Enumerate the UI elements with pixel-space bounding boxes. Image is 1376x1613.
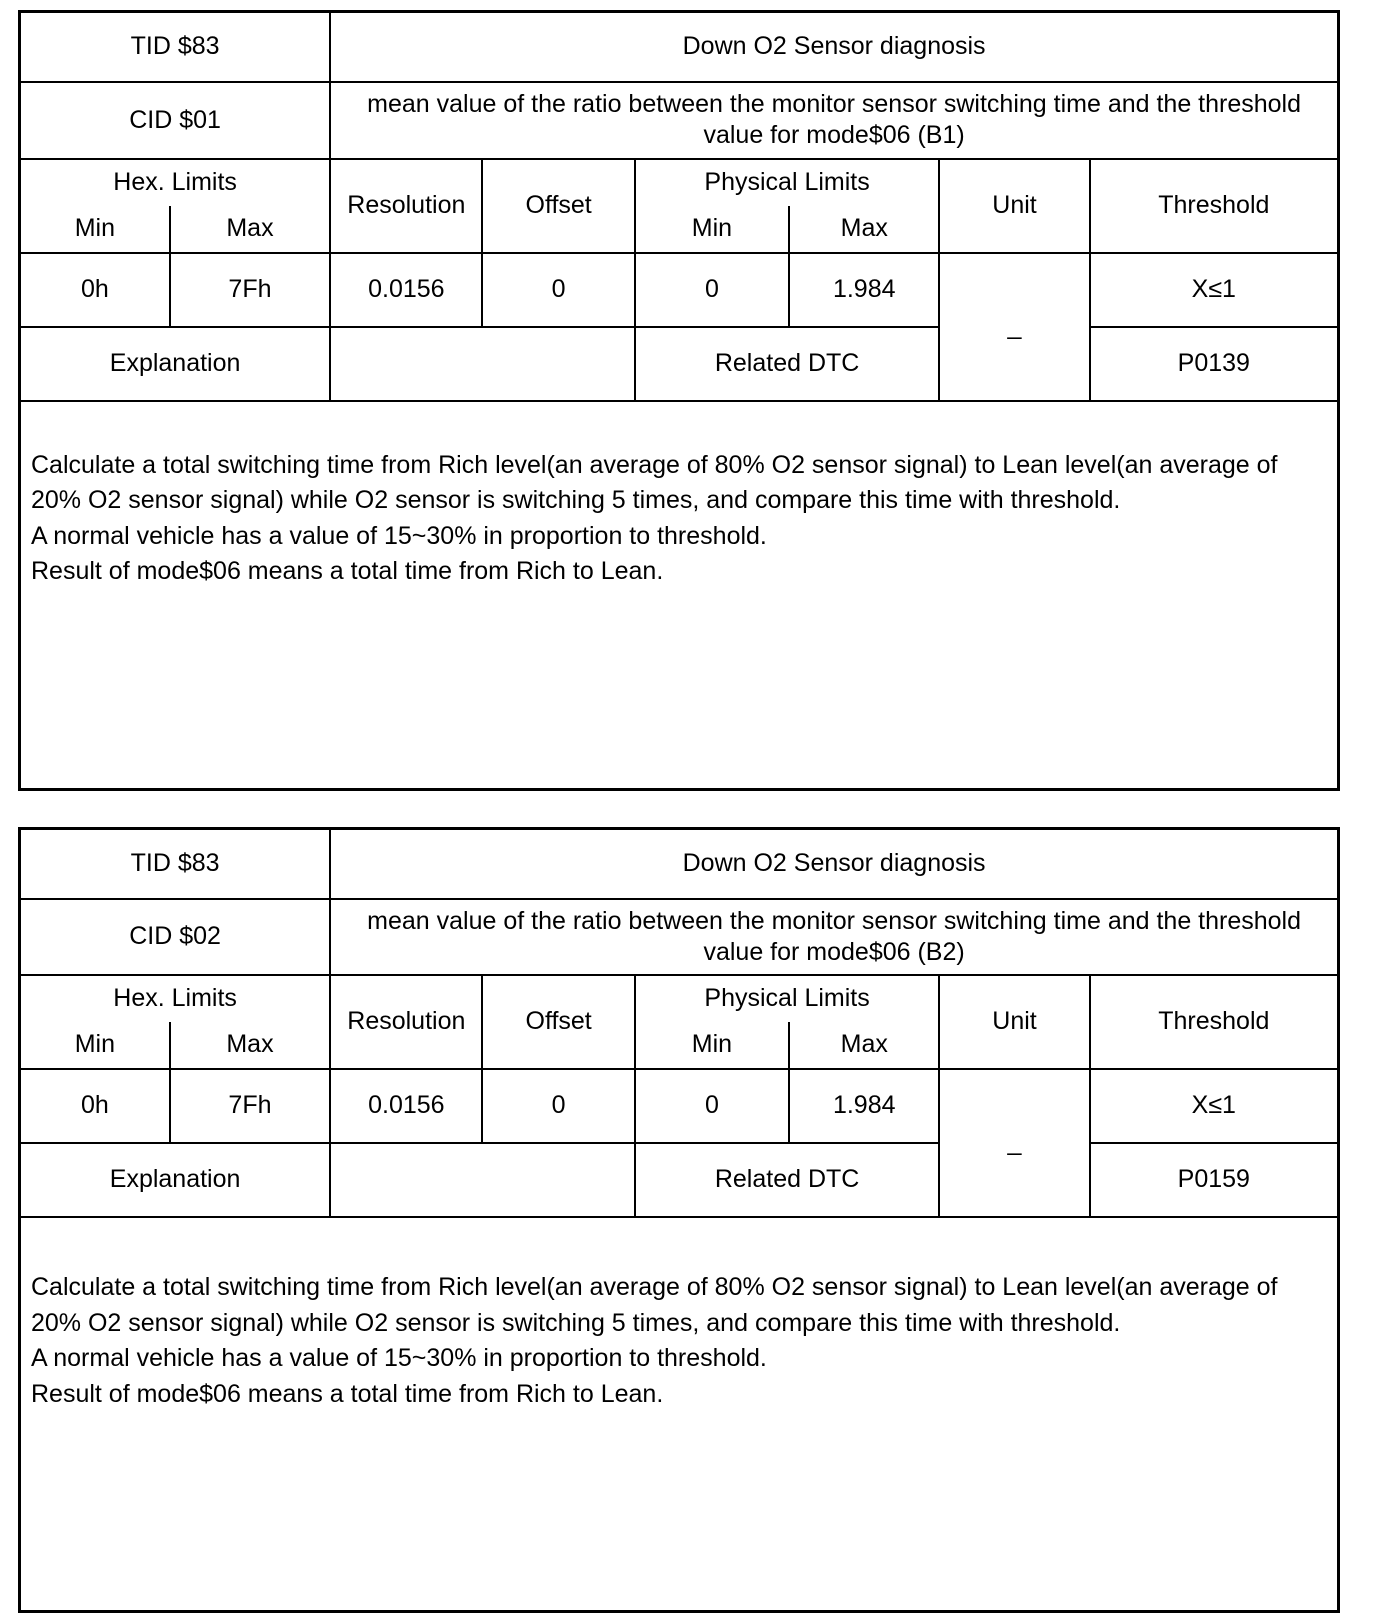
resolution-value: 0.0156 [330, 1069, 482, 1143]
table-row [20, 253, 1339, 327]
description-line: Calculate a total switching time from Rich level(an average of 80% O2 sensor signal) to Lean level(an average of 20% O2 sensor signal) while O2 sensor is switching 5 times, and compare this time with threshold. [31, 1270, 1327, 1341]
description-line: Calculate a total switching time from Rich level(an average of 80% O2 sensor signal) to Lean level(an average of 20% O2 sensor signal) while O2 sensor is switching 5 times, and compare this time with threshold. [31, 448, 1327, 519]
offset-header: Offset [482, 159, 634, 253]
hex-min-value: 0h [20, 1069, 170, 1143]
related-dtc-value: P0159 [1090, 1143, 1339, 1217]
tid-label: TID $83 [20, 828, 331, 899]
resolution-header: Resolution [330, 159, 482, 253]
phys-min-header: Min [635, 206, 789, 253]
table-row [20, 1143, 1339, 1217]
explanation-label: Explanation [20, 1143, 331, 1217]
explanation-blank-cell [330, 1143, 635, 1217]
table-row [20, 899, 1339, 976]
hex-max-header: Max [170, 1022, 330, 1069]
table-row [20, 327, 1339, 401]
diagnosis-table-1 [18, 10, 1340, 791]
threshold-header: Threshold [1090, 975, 1339, 1069]
phys-min-header: Min [635, 1022, 789, 1069]
offset-header: Offset [482, 975, 634, 1069]
unit-value: _ [939, 1069, 1089, 1217]
resolution-value: 0.0156 [330, 253, 482, 327]
threshold-value: X≤1 [1090, 1069, 1339, 1143]
description-cell [20, 401, 1339, 790]
table-row [20, 1217, 1339, 1612]
hex-min-header: Min [20, 206, 170, 253]
phys-max-header: Max [789, 206, 939, 253]
diagnosis-table-2 [18, 827, 1340, 1613]
threshold-value: X≤1 [1090, 253, 1339, 327]
offset-value: 0 [482, 1069, 634, 1143]
related-dtc-label: Related DTC [635, 1143, 940, 1217]
cid-title: mean value of the ratio between the monitor sensor switching time and the threshold value for mode$06 (B1) [330, 82, 1338, 159]
tid-label: TID $83 [20, 12, 331, 83]
table-header-row [20, 159, 1339, 206]
offset-value: 0 [482, 253, 634, 327]
unit-header: Unit [939, 159, 1089, 253]
description-line: Result of mode$06 means a total time from Rich to Lean. [31, 1377, 1327, 1413]
cid-label: CID $02 [20, 899, 331, 976]
tid-title: Down O2 Sensor diagnosis [330, 12, 1338, 83]
cid-title: mean value of the ratio between the monitor sensor switching time and the threshold value for mode$06 (B2) [330, 899, 1338, 976]
physical-limits-header: Physical Limits [635, 159, 940, 206]
hex-max-header: Max [170, 206, 330, 253]
description-line: Result of mode$06 means a total time from Rich to Lean. [31, 554, 1327, 590]
related-dtc-label: Related DTC [635, 327, 940, 401]
explanation-label: Explanation [20, 327, 331, 401]
hex-limits-header: Hex. Limits [20, 975, 331, 1022]
table-row [20, 12, 1339, 83]
hex-limits-header: Hex. Limits [20, 159, 331, 206]
cid-label: CID $01 [20, 82, 331, 159]
phys-max-value: 1.984 [789, 253, 939, 327]
description-line: A normal vehicle has a value of 15~30% in proportion to threshold. [31, 1341, 1327, 1377]
unit-value: _ [939, 253, 1089, 401]
description-cell [20, 1217, 1339, 1612]
table-row [20, 828, 1339, 899]
phys-max-header: Max [789, 1022, 939, 1069]
hex-min-value: 0h [20, 253, 170, 327]
table-row [20, 1069, 1339, 1143]
phys-max-value: 1.984 [789, 1069, 939, 1143]
phys-min-value: 0 [635, 253, 789, 327]
explanation-blank-cell [330, 327, 635, 401]
tid-title: Down O2 Sensor diagnosis [330, 828, 1338, 899]
physical-limits-header: Physical Limits [635, 975, 940, 1022]
unit-header: Unit [939, 975, 1089, 1069]
hex-max-value: 7Fh [170, 1069, 330, 1143]
table-row [20, 82, 1339, 159]
related-dtc-value: P0139 [1090, 327, 1339, 401]
table-row [20, 401, 1339, 790]
description-line: A normal vehicle has a value of 15~30% in proportion to threshold. [31, 519, 1327, 555]
hex-min-header: Min [20, 1022, 170, 1069]
resolution-header: Resolution [330, 975, 482, 1069]
phys-min-value: 0 [635, 1069, 789, 1143]
threshold-header: Threshold [1090, 159, 1339, 253]
table-header-row [20, 975, 1339, 1022]
hex-max-value: 7Fh [170, 253, 330, 327]
